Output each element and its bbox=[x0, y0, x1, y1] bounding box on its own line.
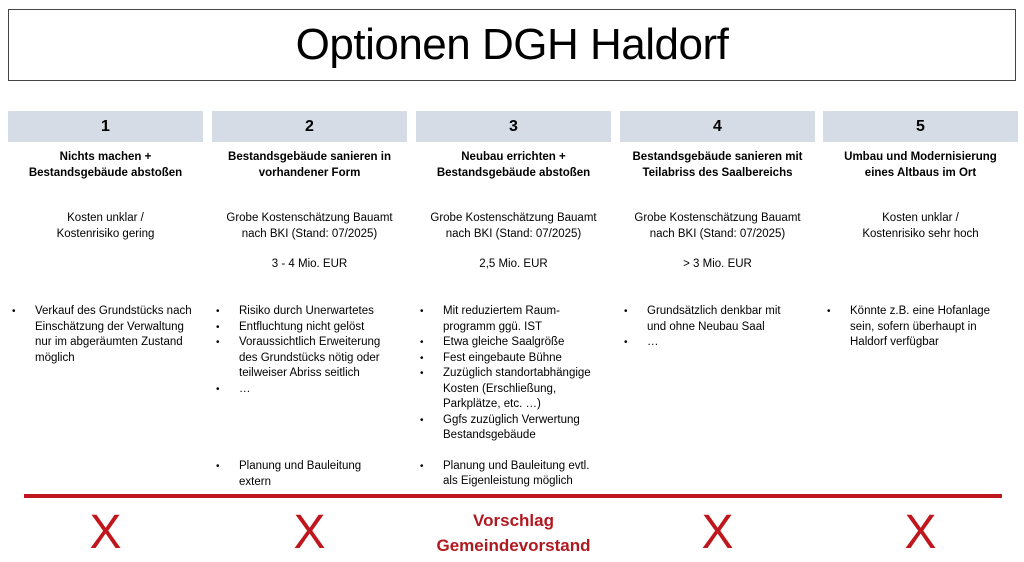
option-title: Bestandsgebäude sanieren mit Teilabriss des Saalbereichs bbox=[632, 151, 803, 179]
option-number: 3 bbox=[416, 111, 611, 142]
slide-title-box bbox=[8, 9, 1016, 81]
rejected-mark-4: X bbox=[701, 506, 734, 559]
rejected-mark-5: X bbox=[904, 506, 937, 559]
option-cost: Kosten unklar / Kostenrisiko sehr hoch bbox=[862, 212, 979, 240]
option-title: Umbau und Modernisierung eines Altbaus im Ort bbox=[844, 151, 997, 179]
option-bullet-list bbox=[416, 304, 611, 490]
option-bullet-list bbox=[823, 304, 1018, 351]
bullet-item: • Planung und Bauleitung extern bbox=[212, 459, 407, 490]
rejected-mark-1: X bbox=[89, 506, 122, 559]
option-bullet-list bbox=[620, 304, 815, 351]
option-number: 4 bbox=[620, 111, 815, 142]
option-title: Nichts machen + Bestandsgebäude abstoßen bbox=[28, 151, 183, 179]
option-column-4 bbox=[620, 111, 815, 348]
bullet-item: • Entfluchtung nicht gelöst bbox=[212, 320, 407, 336]
bullet-item: • Risiko durch Unerwartetes bbox=[212, 304, 407, 320]
bullet-item: • Fest eingebaute Bühne bbox=[416, 351, 611, 367]
divider-line bbox=[24, 494, 1002, 498]
option-title: Neubau errichten + Bestandsgebäude abstoßen bbox=[436, 151, 591, 179]
option-number: 1 bbox=[8, 111, 203, 142]
bullet-item: • Könnte z.B. eine Hofanlage sein, sofern überhaupt in Haldorf verfügbar bbox=[823, 304, 1018, 351]
bullet-item: • Grundsätzlich denkbar mit und ohne Neubau Saal bbox=[620, 304, 815, 335]
option-cost: Kosten unklar / Kostenrisiko gering bbox=[56, 212, 155, 240]
option-bullet-list bbox=[8, 304, 203, 366]
bullet-item: • … bbox=[212, 382, 407, 398]
option-cost: Grobe Kostenschätzung Bauamt nach BKI (Stand: 07/2025) bbox=[634, 212, 801, 240]
slide-title: Optionen DGH Haldorf bbox=[295, 20, 729, 69]
bullet-item: • Verkauf des Grundstücks nach Einschätzung der Verwaltung nur im abgeräumten Zustand möglich bbox=[8, 304, 203, 366]
option-cost: Grobe Kostenschätzung Bauamt nach BKI (Stand: 07/2025) bbox=[430, 212, 597, 240]
option-number: 5 bbox=[823, 111, 1018, 142]
proposal-label: Vorschlag Gemeindevorstand bbox=[436, 511, 591, 555]
bullet-item: • Planung und Bauleitung evtl. als Eigenleistung möglich bbox=[416, 459, 611, 490]
bullet-item: • … bbox=[620, 335, 815, 351]
bullet-item: • Etwa gleiche Saalgröße bbox=[416, 335, 611, 351]
bullet-item: • Voraussichtlich Erweiterung des Grundstücks nötig oder teilweiser Abriss seitlich bbox=[212, 335, 407, 382]
option-column-2 bbox=[212, 111, 407, 488]
option-price: > 3 Mio. EUR bbox=[683, 258, 752, 270]
rejected-mark-2: X bbox=[293, 506, 326, 559]
option-cost: Grobe Kostenschätzung Bauamt nach BKI (Stand: 07/2025) bbox=[226, 212, 393, 240]
bullet-item: • Ggfs zuzüglich Verwertung Bestandsgebäude bbox=[416, 413, 611, 444]
option-price: 2,5 Mio. EUR bbox=[479, 258, 548, 270]
bullet-item: • Zuzüglich standortabhängige Kosten (Erschließung, Parkplätze, etc. …) bbox=[416, 366, 611, 413]
option-column-5 bbox=[823, 111, 1018, 348]
bullet-item: • Mit reduziertem Raum- programm ggü. IST bbox=[416, 304, 611, 335]
option-bullet-list bbox=[212, 304, 407, 490]
option-column-1 bbox=[8, 111, 203, 364]
option-price: 3 - 4 Mio. EUR bbox=[271, 258, 348, 270]
option-title: Bestandsgebäude sanieren in vorhandener Form bbox=[228, 151, 391, 179]
option-number: 2 bbox=[212, 111, 407, 142]
option-column-3 bbox=[416, 111, 611, 487]
